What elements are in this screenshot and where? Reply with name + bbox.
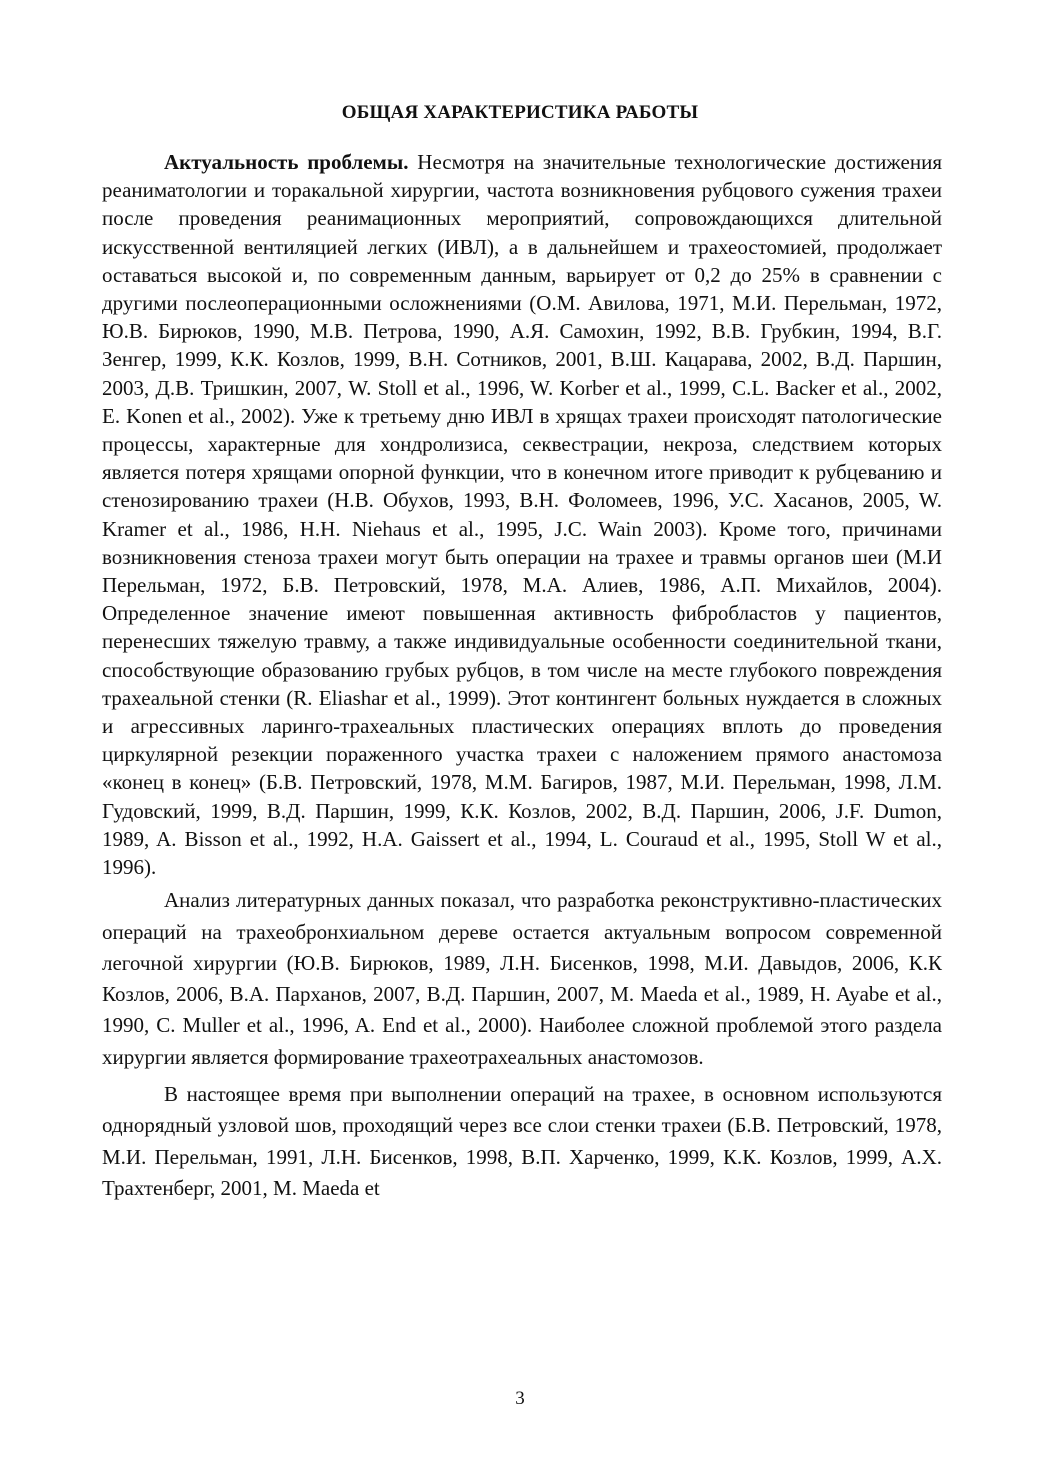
page-number: 3: [515, 1388, 525, 1409]
paragraph-relevance: [102, 148, 942, 881]
paragraph-literature-analysis: Анализ литературных данных показал, что разработка реконструктивно-пластических операций на трахеобронхиальном дереве остается актуальным вопросом современной легочной хирургии (Ю.В. Бирюков, 1989, Л.Н. Бисенков, 1998, М.И. Давыдов, 2006, К.К Козлов, 2006, В.А. Парханов, 2007, В.Д. Паршин, 2007, M. Maeda et al., 1989, H. Ayabe et al., 1990, C. Muller et al., 1996, A. End et al., 2000). Наиболее сложной проблемой этого раздела хирургии является формирование трахеотрахеальных анастомозов.: [102, 888, 942, 1069]
body-text: [102, 148, 942, 1204]
paragraph-current-methods: В настоящее время при выполнении операций на трахее, в основном используются однорядный узловой шов, проходящий через все слои стенки трахеи (Б.В. Петровский, 1978, М.И. Перельман, 1991, Л.Н. Бисенков, 1998, В.П. Харченко, 1999, К.К. Козлов, 1999, А.Х. Трахтенберг, 2001, M. Maeda et: [102, 1082, 942, 1200]
section-heading: ОБЩАЯ ХАРАКТЕРИСТИКА РАБОТЫ: [341, 102, 699, 123]
paragraph-text: Несмотря на значительные технологические достижения реаниматологии и торакальной хирургии, частота возникновения рубцового сужения трахеи после проведения реанимационных мероприятий, сопровождающихся длительной искусственной вентиляцией легких (ИВЛ), а в дальнейшем и трахеостомией, продолжает оставаться высокой и, по современным данным, варьирует от 0,2 до 25% в сравнении с другими послеоперационными осложнениями (О.М. Авилова, 1971, М.И. Перельман, 1972, Ю.В. Бирюков, 1990, М.В. Петрова, 1990, А.Я. Самохин, 1992, В.В. Грубкин, 1994, В.Г. Зенгер, 1999, К.К. Козлов, 1999, В.Н. Сотников, 2001, В.Ш. Кацарава, 2002, В.Д. Паршин, 2003, Д.В. Тришкин, 2007, W. Stoll et al., 1996, W. Korber et al., 1999, C.L. Backer et al., 2002, E. Konen et al., 2002). Уже к третьему дню ИВЛ в хрящах трахеи происходят патологические процессы, характерные для хондролизиса, секвестрации, некроза, следствием которых является потеря хрящами опорной функции, что в конечном итоге приводит к рубцеванию и стенозированию трахеи (Н.В. Обухов, 1993, В.Н. Фоломеев, 1996, У.С. Хасанов, 2005, W. Kramer et al., 1986, H.H. Niehaus et al., 1995, J.C. Wain 2003). Кроме того, причинами возникновения стеноза трахеи могут быть операции на трахее и травмы органов шеи (М.И Перельман, 1972, Б.В. Петровский, 1978, М.А. Алиев, 1986, А.П. Михайлов, 2004). Определенное значение имеют повышенная активность фибробластов у пациентов, перенесших тяжелую травму, а также индивидуальные особенности соединительной ткани, способствующие образованию грубых рубцов, в том числе на месте глубокого повреждения трахеальной стенки (R. Eliashar et al., 1999). Этот контингент больных нуждается в сложных и агрессивных ларинго-трахеальных пластических операциях вплоть до проведения циркулярной резекции пораженного участка трахеи с наложением прямого анастомоза «конец в конец» (Б.В. Петровский, 1978, М.М. Багиров, 1987, М.И. Перельман, 1998, Л.М. Гудовский, 1999, В.Д. Паршин, 1999, К.К. Козлов, 2002, В.Д. Паршин, 2006, J.F. Dumon, 1989, A. Bisson et al., 1992, H.A. Gaissert et al., 1994, L. Couraud et al., 1995, Stoll W et al., 1996).: [102, 150, 942, 880]
paragraph-lead: Актуальность проблемы.: [164, 150, 409, 174]
